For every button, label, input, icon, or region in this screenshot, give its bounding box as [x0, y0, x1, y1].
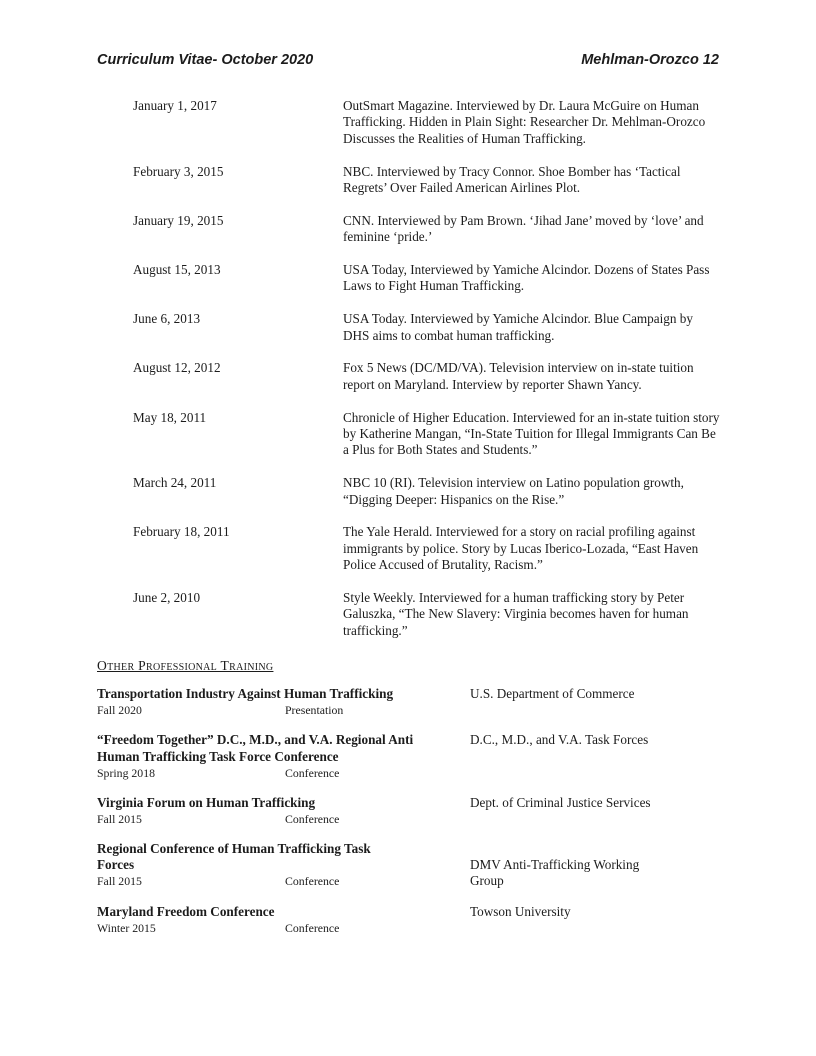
training-entry: [97, 732, 719, 780]
training-entry-title: Regional Conference of Human Trafficking Task Forces: [97, 841, 371, 873]
media-entry-description: Style Weekly. Interviewed for a human trafficking story by Peter Galuszka, “The New Slavery: Virginia becomes haven for human trafficking.”: [343, 590, 689, 638]
training-entry-organization: Dept. of Criminal Justice Services: [470, 794, 651, 810]
page-header: [97, 52, 719, 69]
training-entry: [97, 686, 719, 718]
training-entry-type: Conference: [285, 765, 340, 780]
media-entry-date: January 19, 2015: [133, 212, 224, 228]
media-entry: [97, 98, 719, 147]
training-entry-type: Presentation: [285, 703, 344, 718]
media-entry: [97, 475, 719, 508]
training-entry-term: Fall 2015: [97, 812, 142, 827]
training-entry-right: [470, 841, 719, 890]
training-entry-term: Fall 2020: [97, 703, 142, 718]
training-entry-left: [97, 732, 470, 780]
media-entry: [97, 311, 719, 344]
training-entry-organization: U.S. Department of Commerce: [470, 686, 635, 702]
training-entry-organization: D.C., M.D., and V.A. Task Forces: [470, 732, 649, 748]
media-entry-date: August 12, 2012: [133, 360, 221, 376]
training-entry-title: “Freedom Together” D.C., M.D., and V.A. Regional Anti Human Trafficking Task Force Conference: [97, 732, 414, 764]
media-entry-date: June 2, 2010: [133, 590, 201, 606]
training-entry: [97, 904, 719, 936]
header-page-number: Mehlman-Orozco 12: [581, 52, 719, 68]
media-entry: [97, 590, 719, 639]
media-entry-date: February 18, 2011: [133, 524, 230, 540]
media-entry-date: August 15, 2013: [133, 262, 221, 278]
media-entry-description: USA Today. Interviewed by Yamiche Alcindor. Blue Campaign by DHS aims to combat human trafficking.: [343, 311, 693, 343]
training-entry-organization: DMV Anti-Trafficking Working Group: [470, 857, 640, 889]
training-entry-subrow: [97, 874, 470, 889]
training-entry-left: [97, 904, 470, 936]
training-entry-term: Winter 2015: [97, 920, 156, 935]
media-entry-description: Chronicle of Higher Education. Interviewed for an in-state tuition story by Katherine Mangan, “In-State Tuition for Illegal Immigrants Can Be a Plus for Both States and Students.”: [343, 409, 720, 458]
media-entry-description: NBC 10 (RI). Television interview on Latino population growth, “Digging Deeper: Hispanics on the Rise.”: [343, 475, 684, 507]
media-entry: [97, 262, 719, 295]
media-entry-description: The Yale Herald. Interviewed for a story on racial profiling against immigrants by police. Story by Lucas Iberico-Lozada, “East Haven Police Accused of Brutality, Racism.”: [343, 524, 699, 573]
training-entry-subrow: [97, 812, 470, 827]
training-entry-term: Spring 2018: [97, 765, 156, 780]
training-entry-subrow: [97, 766, 470, 781]
training-entry-title: Maryland Freedom Conference: [97, 903, 275, 919]
training-list: [97, 686, 719, 936]
training-entry-subrow: [97, 703, 470, 718]
training-entry-right: [470, 732, 719, 780]
header-document-title: Curriculum Vitae- October 2020: [97, 52, 314, 68]
media-entry-date: May 18, 2011: [133, 409, 207, 425]
media-entry-description: NBC. Interviewed by Tracy Connor. Shoe Bomber has ‘Tactical Regrets’ Over Failed American Airlines Plot.: [343, 163, 681, 196]
training-entry-right: [470, 904, 719, 936]
training-entry-organization: Towson University: [470, 903, 571, 919]
media-entry-date: January 1, 2017: [133, 98, 217, 113]
media-entry: [97, 213, 719, 246]
media-entry: [97, 164, 719, 197]
training-entry-subrow: [97, 921, 470, 936]
training-entry-term: Fall 2015: [97, 874, 142, 889]
training-entry-left: [97, 686, 470, 718]
media-entry-date: June 6, 2013: [133, 311, 201, 327]
training-entry: [97, 841, 719, 890]
training-entry-type: Conference: [285, 874, 340, 889]
section-heading-other-professional-training: Other Professional Training: [97, 658, 274, 674]
training-entry-type: Conference: [285, 920, 340, 935]
training-entry-left: [97, 795, 470, 827]
media-appearances-list: [97, 98, 719, 639]
training-entry-right: [470, 686, 719, 718]
media-entry-description: USA Today, Interviewed by Yamiche Alcindor. Dozens of States Pass Laws to Fight Human Trafficking.: [343, 262, 710, 294]
media-entry-description: CNN. Interviewed by Pam Brown. ‘Jihad Jane’ moved by ‘love’ and feminine ‘pride.’: [343, 212, 704, 245]
media-entry-description: OutSmart Magazine. Interviewed by Dr. Laura McGuire on Human Trafficking. Hidden in Plain Sight: Researcher Dr. Mehlman-Orozco Discusses the Realities of Human Trafficking.: [343, 98, 706, 146]
training-entry: [97, 795, 719, 827]
media-entry-date: February 3, 2015: [133, 163, 224, 179]
training-entry-right: [470, 795, 719, 827]
training-entry-title: Virginia Forum on Human Trafficking: [97, 794, 316, 810]
media-entry-description: Fox 5 News (DC/MD/VA). Television interview on in-state tuition report on Maryland. Interview by reporter Shawn Yancy.: [343, 360, 694, 392]
training-entry-title: Transportation Industry Against Human Trafficking: [97, 686, 394, 702]
training-entry-type: Conference: [285, 812, 340, 827]
media-entry: [97, 524, 719, 573]
media-entry-date: March 24, 2011: [133, 475, 217, 491]
media-entry: [97, 410, 719, 459]
media-entry: [97, 360, 719, 393]
training-entry-left: [97, 841, 470, 890]
